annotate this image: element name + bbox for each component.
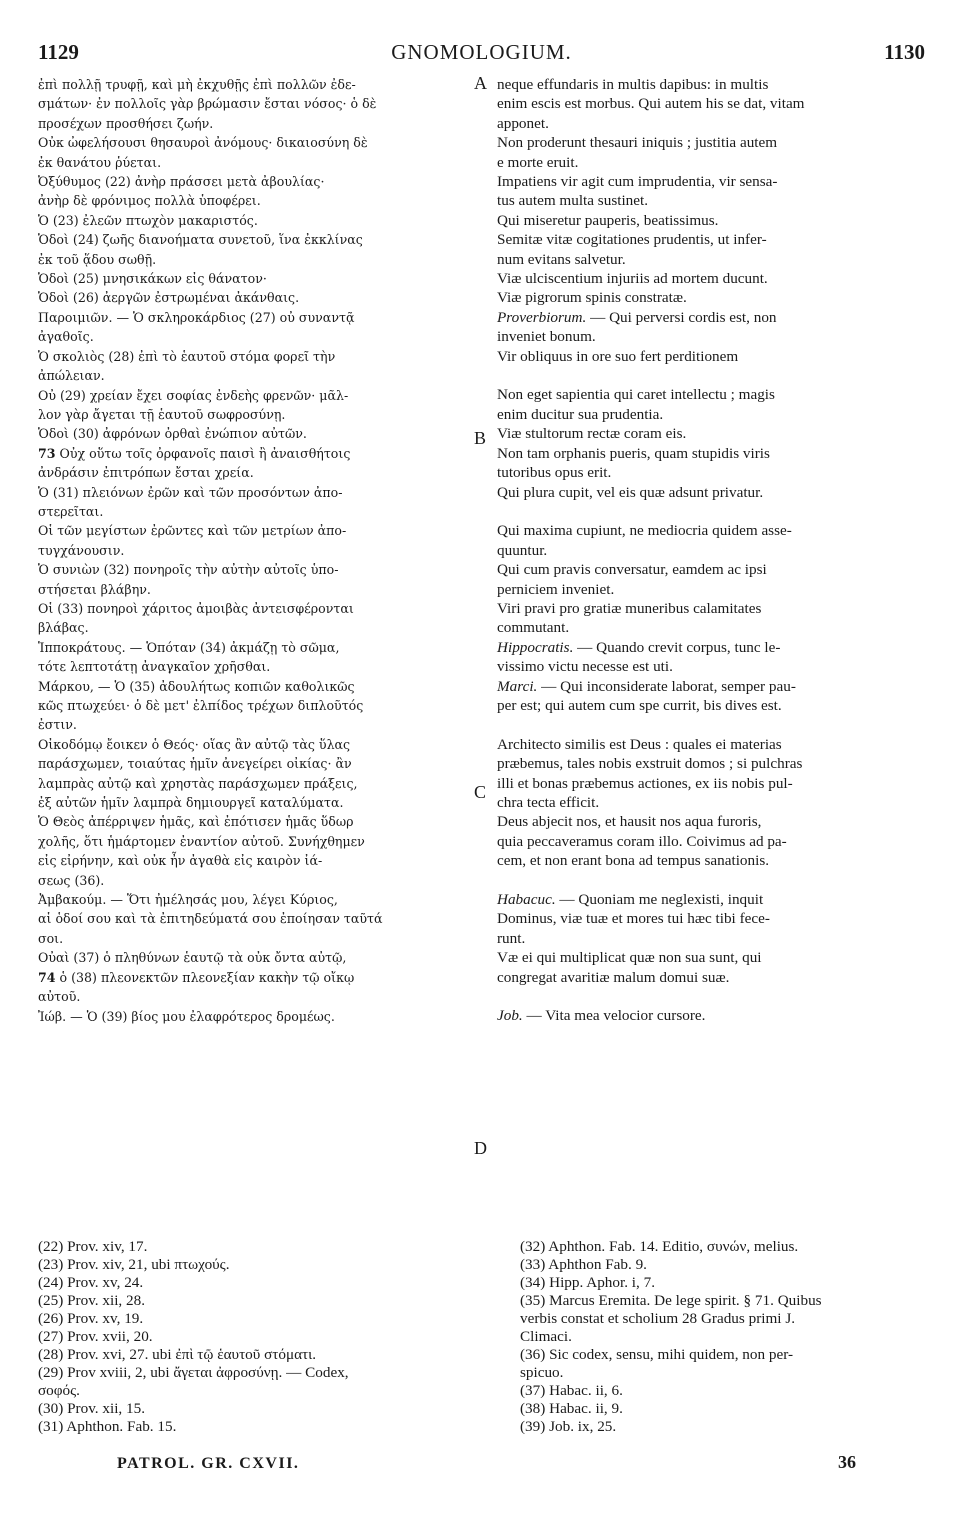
- greek-line: βλάβας.: [38, 620, 89, 636]
- latin-line: Job. — Vita mea velocior cursore.: [497, 1007, 706, 1025]
- latin-line: e morte eruit.: [497, 153, 579, 171]
- greek-text-column: [38, 75, 476, 1026]
- latin-line: chra tecta efficit.: [497, 793, 600, 811]
- greek-line: Ὁδοὶ (25) μνησικάκων εἰς θάνατον·: [38, 271, 267, 287]
- latin-line: Non proderunt thesauri iniquis ; justitia autem: [497, 134, 778, 152]
- latin-line: Marci. — Qui inconsiderate laborat, semper pau-: [497, 677, 796, 695]
- latin-line: Viæ stultorum rectæ coram eis.: [497, 425, 687, 443]
- greek-line: Ὁ (31) πλειόνων ἐρῶν καὶ τῶν προσόντων ἀπο-: [38, 484, 343, 500]
- greek-line: Οὐ (29) χρείαν ἔχει σοφίας ἐνδεὴς φρενῶν· μᾶλ-: [38, 387, 349, 403]
- latin-line: [497, 715, 927, 734]
- latin-line: tutoribus opus erit.: [497, 464, 612, 482]
- greek-line: Οὐκ ὠφελήσουσι θησαυροὶ ἀνόμους· δικαιοσύνη δὲ: [38, 135, 368, 151]
- latin-text-column: [497, 75, 927, 1026]
- latin-line: Habacuc. — Quoniam me neglexisti, inquit: [497, 891, 764, 908]
- greek-line: Ὁδοὶ (30) ἀφρόνων ὀρθαὶ ἐνώπιον αὐτῶν.: [38, 426, 307, 442]
- footnotes-right: [520, 1238, 930, 1436]
- latin-line: Hippocratis. — Quando crevit corpus, tunc le-: [497, 638, 781, 656]
- latin-line: commutant.: [497, 619, 570, 637]
- greek-line: αἱ ὁδοί σου καὶ τὰ ἐπιτηδεύματά σου ἐποίησαν ταῦτά: [38, 911, 383, 927]
- footnote-line: (26) Prov. xv, 19.: [38, 1310, 144, 1327]
- latin-line: Viæ pigrorum spinis constratæ.: [497, 289, 687, 307]
- footnote-line: spicuo.: [520, 1364, 564, 1381]
- footer-volume: PATROL. GR. CXVII.: [117, 1455, 300, 1472]
- greek-line: Ὀξύθυμος (22) ἀνὴρ πράσσει μετὰ ἀβουλίας·: [38, 174, 325, 190]
- page-header: [0, 0, 963, 70]
- latin-line: apponet.: [497, 114, 549, 132]
- latin-line: [497, 502, 927, 521]
- greek-line: Παροιμιῶν. — Ὁ σκληροκάρδιος (27) οὐ συναντᾷ: [38, 309, 355, 325]
- greek-line: ἀπώλειαν.: [38, 368, 105, 384]
- footnotes-left: [38, 1238, 478, 1436]
- greek-line: παράσχωμεν, τοιαύτας ἡμῖν ἀνεγείρει οἰκίας· ἂν: [38, 756, 352, 772]
- author-name: Job.: [497, 1007, 523, 1025]
- greek-line: ἐκ θανάτου ῥύεται.: [38, 154, 162, 170]
- latin-line: Semitæ vitæ cogitationes prudentis, ut infer-: [497, 231, 767, 249]
- latin-line: runt.: [497, 929, 526, 947]
- footnote-line: (22) Prov. xiv, 17.: [38, 1238, 148, 1255]
- greek-line: λαμπρὰς αὐτῷ καὶ χρηστὰς παράσχωμεν πράξεις,: [38, 775, 358, 791]
- footnote-line: (30) Prov. xii, 15.: [38, 1400, 146, 1417]
- latin-line: Qui cum pravis conversatur, eamdem ac ipsi: [497, 561, 767, 579]
- greek-line: τότε λεπτοτάτῃ ἀναγκαῖον χρῆσθαι.: [38, 659, 271, 675]
- greek-line: τυγχάνουσιν.: [38, 542, 125, 558]
- footnote-line: (36) Sic codex, sensu, mihi quidem, non per-: [520, 1346, 794, 1363]
- margin-letter-d: D: [474, 1138, 487, 1158]
- running-title: GNOMOLOGIUM.: [391, 40, 572, 64]
- footnote-line: (34) Hipp. Aphor. i, 7.: [520, 1274, 655, 1291]
- latin-line: inveniet bonum.: [497, 328, 596, 346]
- latin-line: Proverbiorum. — Qui perversi cordis est, non: [497, 308, 777, 326]
- column-marker: 74: [38, 969, 56, 985]
- latin-line: Architecto similis est Deus : quales ei materias: [497, 735, 782, 753]
- greek-line: ἀνδράσιν ἐπιτρόπων ἔσται χρεία.: [38, 465, 254, 481]
- footnote-line: (33) Aphthon Fab. 9.: [520, 1256, 647, 1273]
- latin-line: Qui maxima cupiunt, ne mediocria quidem asse-: [497, 522, 792, 540]
- latin-line: perniciem inveniet.: [497, 580, 615, 598]
- latin-line: præbemus, tales nobis exstruit domos ; si pulchras: [497, 755, 803, 773]
- latin-line: Non eget sapientia qui caret intellectu ; magis: [497, 386, 775, 404]
- latin-line: Non tam orphanis pueris, quam stupidis viris: [497, 444, 770, 462]
- author-name: Proverbiorum.: [497, 308, 587, 326]
- footnote-line: (37) Habac. ii, 6.: [520, 1382, 623, 1399]
- latin-line: enim escis est morbus. Qui autem his se dat, vitam: [497, 95, 805, 113]
- footer-signature: 36: [838, 1452, 856, 1472]
- greek-line: Ὁδοὶ (26) ἀεργῶν ἐστρωμέναι ἀκάνθαις.: [38, 290, 300, 306]
- latin-line: Væ ei qui multiplicat quæ non sua sunt, qui: [497, 949, 762, 967]
- footnote-line: (23) Prov. xiv, 21, ubi πτωχούς.: [38, 1256, 230, 1273]
- greek-line: αὐτοῦ.: [38, 989, 81, 1005]
- footnote-line: (32) Aphthon. Fab. 14. Editio, συνών, melius.: [520, 1238, 799, 1255]
- greek-line: Ὁδοὶ (24) ζωῆς διανοήματα συνετοῦ, ἵνα ἐκκλίνας: [38, 232, 363, 248]
- greek-line: Ἰώβ. — Ὁ (39) βίος μου ἐλαφρότερος δρομέως.: [38, 1008, 335, 1024]
- column-marker: 73: [38, 445, 56, 461]
- greek-line: Ὁ Θεὸς ἀπέρριψεν ἡμᾶς, καὶ ἐπότισεν ἡμᾶς ὕδωρ: [38, 814, 354, 830]
- greek-line: ἐκ τοῦ ᾅδου σωθῇ.: [38, 251, 157, 267]
- greek-line: Μάρκου, — Ὁ (35) ἀδουλήτως κοπιῶν καθολικῶς: [38, 678, 355, 694]
- greek-line: ἐπὶ πολλῇ τρυφῇ, καὶ μὴ ἐκχυθῇς ἐπὶ πολλῶν ἐδε-: [38, 77, 356, 92]
- footnote-line: (31) Aphthon. Fab. 15.: [38, 1418, 177, 1435]
- greek-line: εἰς εἰρήνην, καὶ οὐκ ἦν ἀγαθὰ εἰς καιρὸν ἰά-: [38, 853, 323, 869]
- footnote-line: (25) Prov. xii, 28.: [38, 1292, 146, 1309]
- latin-line: enim ducitur sua prudentia.: [497, 405, 664, 423]
- latin-line: Qui plura cupit, vel eis quæ adsunt privatur.: [497, 483, 764, 501]
- margin-letter-a: A: [474, 73, 487, 93]
- margin-letter-b: B: [474, 428, 487, 448]
- footnote-line: σοφός.: [38, 1382, 80, 1399]
- footnote-line: (27) Prov. xvii, 20.: [38, 1328, 153, 1345]
- margin-letter-c: C: [474, 782, 487, 802]
- greek-line: ἀγαθοῖς.: [38, 329, 94, 345]
- greek-line: στερεῖται.: [38, 503, 104, 519]
- author-name: Hippocratis.: [497, 638, 574, 656]
- greek-line: ἐξ αὐτῶν ἡμῖν λαμπρὰ δημιουργεῖ καταλύματα.: [38, 795, 344, 811]
- greek-line: Ἀμβακούμ. — Ὅτι ἠμέλησάς μου, λέγει Κύριος,: [38, 892, 338, 908]
- latin-line: tus autem multa sustinet.: [497, 192, 649, 210]
- greek-line: 73 Οὐχ οὕτω τοῖς ὀρφανοῖς παισὶ ἢ ἀναισθήτοις: [38, 445, 351, 461]
- greek-line: ἀνὴρ δὲ φρόνιμος πολλὰ ὑποφέρει.: [38, 193, 261, 209]
- greek-line: Ἱπποκράτους. — Ὁπόταν (34) ἀκμάζῃ τὸ σῶμα,: [38, 639, 340, 655]
- author-name: Marci.: [497, 677, 538, 695]
- footnote-line: Climaci.: [520, 1328, 572, 1345]
- greek-line: Οἱ (33) πονηροὶ χάριτος ἀμοιβὰς ἀντεισφέρονται: [38, 600, 354, 616]
- greek-line: Οἰκοδόμῳ ἔοικεν ὁ Θεός· οἵας ἂν αὐτῷ τὰς ὕλας: [38, 736, 351, 752]
- footnote-line: (28) Prov. xvi, 27. ubi ἐπὶ τῷ ἑαυτοῦ στόματι.: [38, 1346, 317, 1363]
- latin-line: Dominus, viæ tuæ et mores tui hæc tibi fece-: [497, 910, 770, 928]
- latin-line: vissimo victu necesse est uti.: [497, 658, 673, 676]
- footnote-line: (38) Habac. ii, 9.: [520, 1400, 623, 1417]
- latin-line: Impatiens vir agit cum imprudentia, vir sensa-: [497, 173, 778, 191]
- greek-line: χολῆς, ὅτι ἡμάρτομεν ἐναντίον αὐτοῦ. Συνήχθημεν: [38, 833, 365, 849]
- footnote-line: (35) Marcus Eremita. De lege spirit. § 71. Quibus: [520, 1292, 822, 1309]
- latin-line: num evitans salvetur.: [497, 250, 626, 268]
- latin-line: Viri pravi pro gratiæ muneribus calamitates: [497, 599, 762, 617]
- greek-line: σοι.: [38, 930, 64, 946]
- latin-line: [497, 366, 927, 385]
- latin-line: Qui miseretur pauperis, beatissimus.: [497, 211, 719, 229]
- footnote-line: (29) Prov xviii, 2, ubi ἄγεται ἀφροσύνῃ. — Codex,: [38, 1364, 349, 1381]
- greek-line: Οὐαὶ (37) ὁ πληθύνων ἑαυτῷ τὰ οὐκ ὄντα αὐτῷ,: [38, 950, 347, 966]
- latin-line: quuntur.: [497, 541, 548, 559]
- latin-line: quia peccaveramus coram illo. Coivimus ad pa-: [497, 832, 787, 850]
- latin-line: neque effundaris in multis dapibus: in multis: [497, 76, 769, 93]
- greek-line: σμάτων· ἐν πολλοῖς γὰρ βρώμασιν ἔσται νόσος· ὁ δὲ: [38, 96, 377, 112]
- greek-line: ἐστιν.: [38, 717, 77, 733]
- latin-line: congregat avaritiæ malum domui suæ.: [497, 968, 730, 986]
- greek-line: στήσεται βλάβην.: [38, 581, 151, 597]
- footnote-line: verbis constat et scholium 28 Gradus primi J.: [520, 1310, 796, 1327]
- latin-line: Vir obliquus in ore suo fert perditionem: [497, 347, 739, 365]
- greek-line: λον γὰρ ἄγεται τῇ ἑαυτοῦ σωφροσύνῃ.: [38, 406, 286, 422]
- page-number-left: 1129: [38, 40, 79, 64]
- latin-line: Viæ ulciscentium injuriis ad mortem ducunt.: [497, 270, 768, 288]
- greek-line: Οἱ τῶν μεγίστων ἐρῶντες καὶ τῶν μετρίων ἀπο-: [38, 523, 347, 539]
- latin-line: Deus abjecit nos, et hausit nos aqua furoris,: [497, 813, 762, 831]
- footnote-line: (24) Prov. xv, 24.: [38, 1274, 144, 1291]
- latin-line: illi et bonas præbemus actiones, ex iis nobis pul-: [497, 774, 793, 792]
- latin-line: [497, 987, 927, 1006]
- greek-line: σεως (36).: [38, 872, 105, 888]
- latin-line: [497, 871, 927, 890]
- latin-line: per est; qui autem cum spe currit, bis dives est.: [497, 696, 782, 714]
- latin-line: cem, et non erant bona ad tempus sanationis.: [497, 852, 770, 870]
- greek-line: κῶς πτωχεύει· ὁ δὲ μετ' ἐλπίδος τρέχων διπλοῦτός: [38, 698, 364, 713]
- greek-line: 74 ὁ (38) πλεονεκτῶν πλεονεξίαν κακὴν τῷ οἴκῳ: [38, 969, 355, 985]
- greek-line: προσέχων προσθήσει ζωήν.: [38, 115, 214, 131]
- greek-line: Ὁ (23) ἐλεῶν πτωχὸν μακαριστός.: [38, 212, 258, 228]
- footnote-line: (39) Job. ix, 25.: [520, 1418, 617, 1435]
- greek-line: Ὁ σκολιὸς (28) ἐπὶ τὸ ἑαυτοῦ στόμα φορεῖ τὴν: [38, 348, 336, 364]
- page-number-right: 1130: [884, 40, 925, 64]
- greek-line: Ὁ συνιὼν (32) πονηροῖς τὴν αὐτὴν αὐτοῖς ὑπο-: [38, 562, 339, 578]
- author-name: Habacuc.: [497, 891, 556, 908]
